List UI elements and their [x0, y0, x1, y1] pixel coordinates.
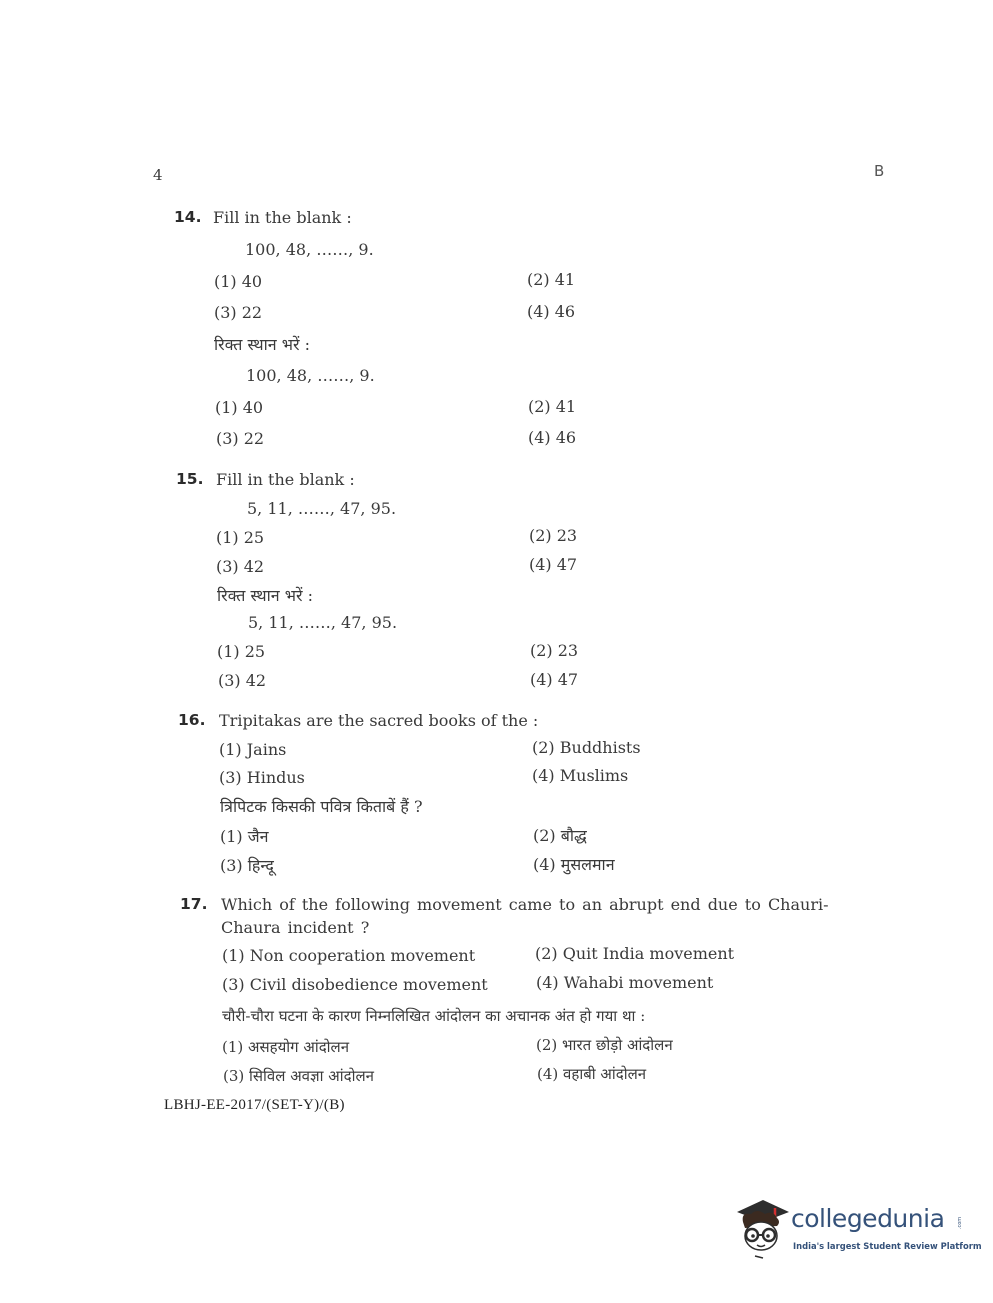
- option-2: (2) Buddhists: [532, 738, 641, 757]
- hindi-question-text: रिक्त स्थान भरें :: [214, 335, 310, 354]
- option-4: (4) 47: [529, 555, 578, 574]
- option-1: (1) 40: [214, 272, 263, 291]
- collegedunia-logo[interactable]: [733, 1196, 982, 1268]
- option-2: (2) Quit India movement: [535, 944, 735, 963]
- paper-code-footer: LBHJ-EE-2017/(SET-Y)/(B): [164, 1097, 345, 1113]
- hindi-question-text: त्रिपिटक किसकी पवित्र किताबें हैं ?: [220, 797, 423, 816]
- hindi-question-sequence: 5, 11, ……, 47, 95.: [248, 613, 398, 632]
- logo-tagline: India's largest Student Review Platform: [793, 1241, 982, 1251]
- hindi-option-1: (1) असहयोग आंदोलन: [222, 1038, 350, 1056]
- question-text: Which of the following movement came to an abrupt end due to Chauri-Chaura incident ?: [221, 895, 829, 937]
- logo-wordmark: collegedunia: [791, 1204, 945, 1233]
- hindi-question-text: चौरी-चौरा घटना के कारण निम्नलिखित आंदोलन का अचानक अंत हो गया था :: [222, 1007, 646, 1025]
- question-sequence: 100, 48, ……, 9.: [245, 240, 374, 259]
- option-1: (1) Non cooperation movement: [222, 946, 476, 965]
- question-text: Fill in the blank :: [216, 470, 355, 489]
- set-code: B: [874, 162, 885, 180]
- option-4: (4) 46: [527, 302, 576, 321]
- option-4: (4) Wahabi movement: [536, 973, 714, 992]
- hindi-option-2: (2) 23: [530, 641, 579, 660]
- option-4: (4) Muslims: [532, 766, 629, 785]
- option-1: (1) Jains: [219, 740, 287, 759]
- question-text: Fill in the blank :: [213, 208, 352, 227]
- question-number: 17.: [180, 895, 208, 913]
- question-sequence: 5, 11, ……, 47, 95.: [247, 499, 397, 518]
- page-number: 4: [153, 166, 163, 184]
- hindi-option-1: (1) 25: [217, 642, 266, 661]
- logo-domain-suffix: .com: [957, 1216, 964, 1230]
- student-mascot-icon: [733, 1196, 791, 1264]
- hindi-option-3: (3) सिविल अवज्ञा आंदोलन: [223, 1067, 374, 1085]
- hindi-option-4: (4) 47: [530, 670, 579, 689]
- hindi-option-2: (2) 41: [528, 397, 577, 416]
- hindi-option-1: (1) 40: [215, 398, 264, 417]
- hindi-option-2: (2) बौद्ध: [533, 826, 587, 845]
- option-2: (2) 41: [527, 270, 576, 289]
- option-3: (3) Hindus: [219, 768, 305, 787]
- hindi-option-2: (2) भारत छोड़ो आंदोलन: [536, 1036, 673, 1054]
- hindi-question-sequence: 100, 48, ……, 9.: [246, 366, 375, 385]
- hindi-option-4: (4) 46: [528, 428, 577, 447]
- hindi-option-3: (3) 22: [216, 429, 265, 448]
- option-3: (3) 42: [216, 557, 265, 576]
- hindi-option-4: (4) वहाबी आंदोलन: [537, 1065, 647, 1083]
- question-number: 14.: [174, 208, 202, 226]
- question-number: 16.: [178, 711, 206, 729]
- option-3: (3) Civil disobedience movement: [222, 975, 488, 994]
- question-number: 15.: [176, 470, 204, 488]
- hindi-option-3: (3) हिन्दू: [220, 856, 274, 875]
- option-3: (3) 22: [214, 303, 263, 322]
- hindi-option-3: (3) 42: [218, 671, 267, 690]
- option-2: (2) 23: [529, 526, 578, 545]
- hindi-option-1: (1) जैन: [220, 827, 269, 846]
- hindi-question-text: रिक्त स्थान भरें :: [217, 586, 313, 605]
- question-text: Tripitakas are the sacred books of the :: [219, 711, 539, 730]
- hindi-option-4: (4) मुसलमान: [533, 855, 615, 874]
- option-1: (1) 25: [216, 528, 265, 547]
